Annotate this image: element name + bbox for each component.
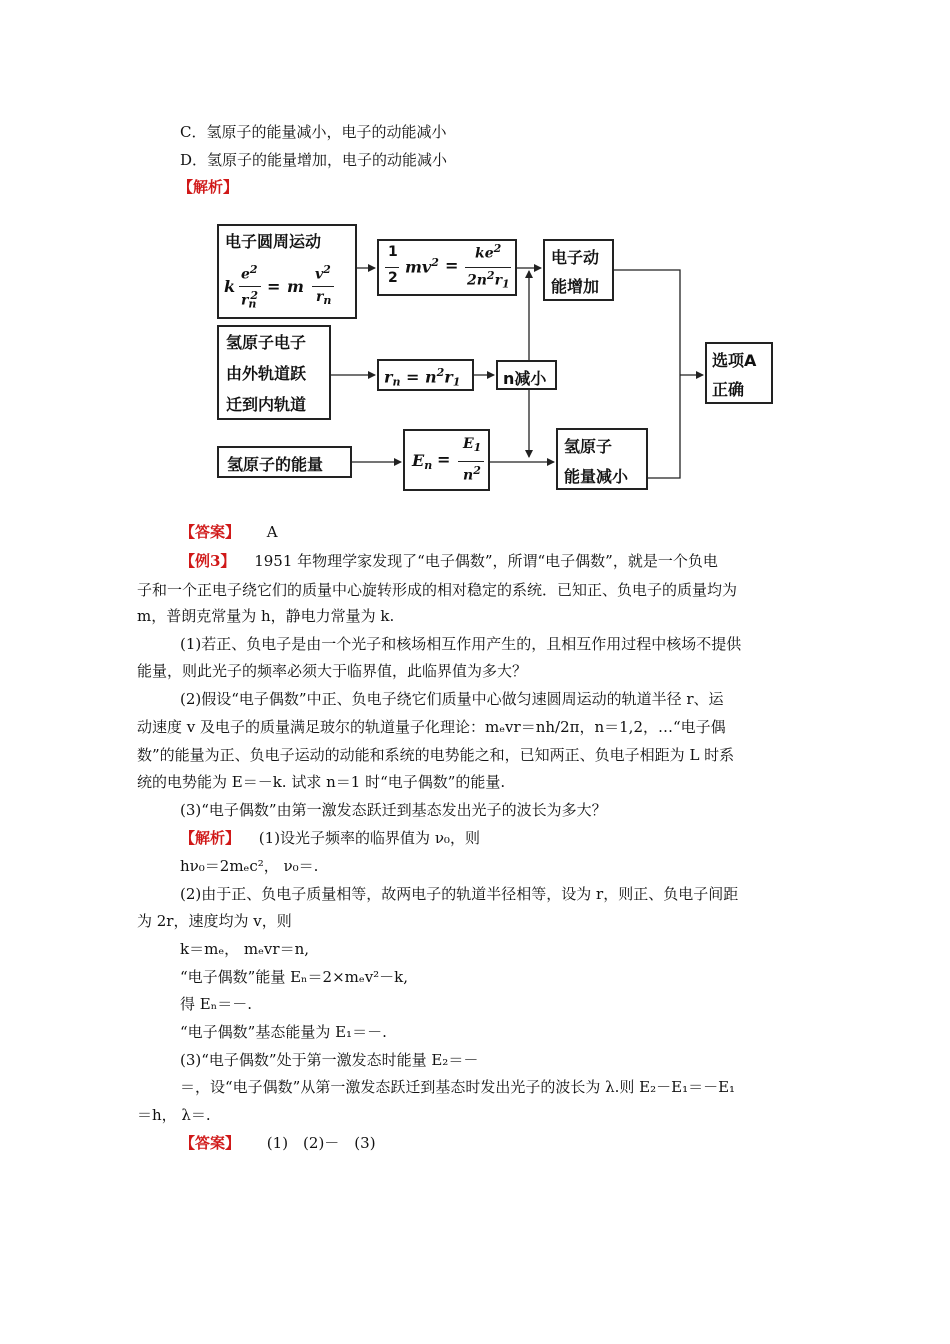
solution-label: 【解析】 [180, 829, 241, 847]
answer-1 [180, 522, 278, 542]
transition-line-2: 由外轨道跃 [226, 364, 307, 383]
answer-2-value: (1) (2)－ (3) [266, 1134, 376, 1152]
box-n-decrease [496, 360, 557, 390]
box-kinetic-equation [377, 239, 517, 296]
formula-equals: = [267, 277, 281, 296]
example-3-line-3: m，普朗克常量为 h，静电力常量为 k. [137, 607, 395, 625]
eq-2n2r1: $2n^2r_1$ [467, 269, 510, 291]
eq-ke2: $ke^2$ [475, 242, 502, 262]
transition-line-1: 氢原子电子 [226, 333, 307, 352]
energy-decrease-line-2: 能量减小 [564, 467, 629, 486]
energy-decrease-line-1: 氢原子 [564, 437, 613, 456]
solution-line-8: “电子偶数”基态能量为 E₁＝－. [180, 1023, 387, 1041]
question-2-b: 动速度 v 及电子的质量满足玻尔的轨道量子化理论：mₑvr＝nh/2π，n＝1,2，…“电子偶 [137, 718, 726, 736]
eq-half-den: 2 [388, 270, 398, 286]
atom-energy-text: 氢原子的能量 [227, 455, 324, 474]
question-3: (3)“电子偶数”由第一激发态跃迁到基态发出光子的波长为多大？ [180, 801, 607, 819]
box-atom-energy [217, 446, 352, 478]
energy-formula-En: En [412, 451, 433, 472]
formula-e2: $e^2$ [241, 263, 258, 283]
formula-k: k [224, 277, 236, 296]
solution-line-10: ＝，设“电子偶数”从第一激发态跃迁到基态时发出光子的波长为 λ.则 E₂－E₁＝－E₁ [180, 1078, 736, 1096]
solution-line-1: 【解析】 (1)设光子频率的临界值为 ν₀，则 [180, 829, 480, 847]
formula-m: m [287, 277, 304, 296]
radius-formula: rn = $n^2r1$ [384, 366, 461, 389]
answer-1-value: A [266, 523, 278, 541]
conclusion-line-2: 正确 [712, 380, 745, 399]
solution-line-4: 为 2r，速度均为 v，则 [137, 912, 292, 930]
example-3-line-2: 子和一个正电子绕它们的质量中心旋转形成的相对稳定的系统．已知正、负电子的质量均为 [137, 581, 738, 599]
example-3-label: 【例3】 [180, 552, 236, 570]
question-1-a: (1)若正、负电子是由一个光子和核场相互作用产生的，且相互作用过程中核场不提供 [180, 635, 742, 653]
formula-rn2: $r_n^2$ [241, 289, 259, 311]
kinetic-increase-line-2: 能增加 [551, 277, 600, 296]
answer-2-label: 【答案】 [180, 1134, 241, 1152]
box-radius-formula [377, 359, 474, 391]
n-decrease-text: n减小 [503, 369, 547, 388]
energy-formula-equals: = [437, 450, 451, 469]
question-2-a: (2)假设“电子偶数”中正、负电子绕它们质量中心做匀速圆周运动的轨道半径 r、运 [180, 690, 724, 708]
question-2-d: 统的电势能为 E＝－k. 试求 n＝1 时“电子偶数”的能量. [137, 773, 506, 791]
solution-line-2: hν₀＝2mₑc²， ν₀＝. [180, 857, 319, 875]
solution-line-11: ＝h， λ＝. [137, 1106, 211, 1124]
box-circular-motion-title: 电子圆周运动 [225, 232, 322, 251]
question-2-c: 数”的能量为正、负电子运动的动能和系统的电势能之和，已知两正、负电子相距为 L 时系 [137, 746, 735, 764]
solution-line-3: (2)由于正、负电子质量相等，故两电子的轨道半径相等，设为 r，则正、负电子间距 [180, 885, 739, 903]
formula-rn: $r_n$ [316, 289, 332, 307]
eq-equals: = [445, 256, 459, 275]
connector-increase-to-conclusion [614, 270, 680, 375]
conclusion-line-1: 选项A [712, 351, 757, 370]
energy-formula-E1: $E_1$ [463, 436, 482, 454]
analysis-label: 【解析】 [178, 178, 239, 196]
eq-half-num: 1 [388, 244, 398, 260]
solution-line-5: k＝mₑ， mₑvr＝n, [180, 940, 309, 958]
energy-formula-n2: $n^2$ [463, 464, 481, 484]
solution-line-7: 得 Eₙ＝－. [180, 995, 252, 1013]
answer-1-label: 【答案】 [180, 523, 241, 541]
box-transition [217, 325, 331, 420]
option-d: D．氢原子的能量增加，电子的动能减小 [180, 151, 448, 169]
box-energy-formula [403, 429, 490, 491]
answer-2 [180, 1133, 376, 1153]
option-c: C．氢原子的能量减小，电子的动能减小 [180, 123, 447, 141]
eq-mv2: $mv^2$ [405, 256, 439, 277]
question-1-b: 能量，则此光子的频率必须大于临界值，此临界值为多大？ [137, 662, 528, 680]
solution-line-9: (3)“电子偶数”处于第一激发态时能量 E₂＝－ [180, 1051, 479, 1069]
solution-line-6: “电子偶数”能量 Eₙ＝2×mₑv²－k, [180, 968, 409, 986]
box-circular-motion [217, 224, 357, 319]
transition-line-3: 迁到内轨道 [226, 395, 307, 414]
formula-v2: $v^2$ [315, 263, 331, 283]
example-3-line-1: 【例3】 1951 年物理学家发现了“电子偶数”，所谓“电子偶数”，就是一个负电 [180, 552, 718, 570]
kinetic-increase-line-1: 电子动 [551, 248, 600, 267]
connector-decrease-to-conclusion [648, 375, 680, 478]
box-energy-decrease [556, 428, 648, 490]
box-conclusion [705, 342, 773, 404]
box-kinetic-increase [543, 239, 614, 301]
